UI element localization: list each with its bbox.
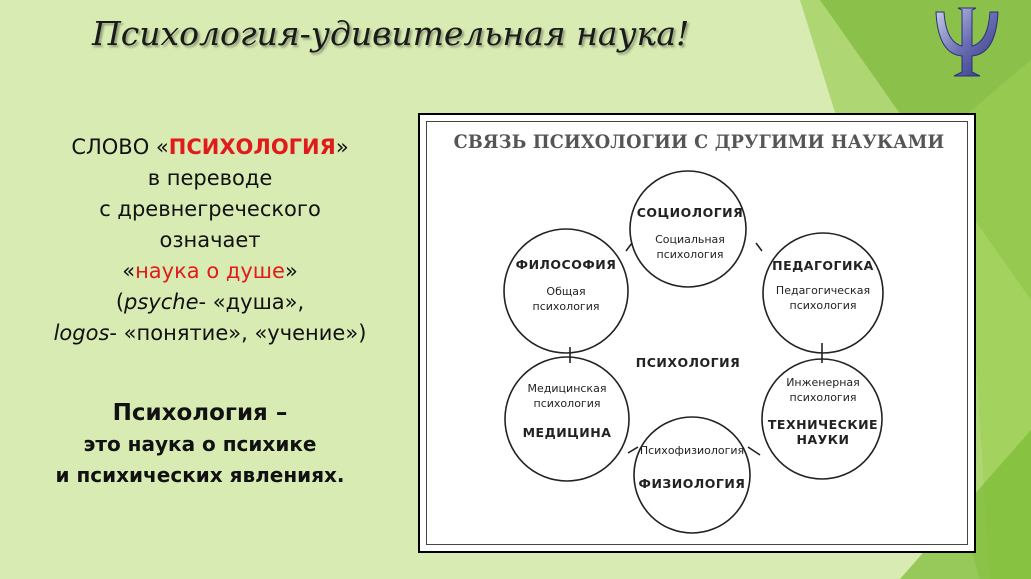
node-sub: психология — [533, 397, 601, 410]
node-head: МЕДИЦИНА — [522, 425, 612, 440]
node-sociology — [625, 205, 755, 262]
diagram-title: СВЯЗЬ ПСИХОЛОГИИ С ДРУГИМИ НАУКАМИ — [453, 131, 945, 153]
logos-line — [20, 318, 400, 349]
node-head-2: НАУКИ — [796, 432, 850, 447]
slide-title: Психология-удивительная наука! — [92, 14, 690, 53]
psyche-line — [20, 287, 400, 318]
word-prefix: СЛОВО « — [71, 135, 169, 159]
node-sub: Педагогическая — [775, 284, 871, 297]
node-sub: Социальная — [655, 233, 725, 246]
psyche-rest: - «душа», — [198, 290, 305, 314]
node-head: СОЦИОЛОГИЯ — [636, 205, 744, 220]
translation-line: в переводе — [147, 166, 273, 190]
node-sub: психология — [789, 391, 857, 404]
center-label: ПСИХОЛОГИЯ — [635, 355, 741, 370]
node-physiology — [627, 443, 757, 491]
center-psychology — [618, 355, 758, 370]
meaning-line — [20, 256, 400, 287]
node-head: ПЕДАГОГИКА — [772, 258, 874, 273]
node-technical — [758, 375, 888, 447]
word-psychology: ПСИХОЛОГИЯ — [168, 135, 336, 159]
definition-block — [20, 398, 380, 491]
logos-rest: - «понятие», «учение») — [109, 321, 367, 345]
means-line: означает — [159, 228, 261, 252]
node-sub: Общая — [546, 285, 586, 298]
meaning-open: « — [122, 259, 136, 283]
psyche-word: psyche — [124, 290, 199, 314]
psi-logo-icon — [930, 2, 1004, 82]
node-sub: Инженерная — [786, 376, 860, 389]
word-suffix: » — [335, 135, 349, 159]
origin-line: с древнегреческого — [99, 197, 321, 221]
word-line — [20, 132, 400, 163]
node-sub: Медицинская — [527, 382, 607, 395]
sciences-diagram — [418, 113, 976, 553]
definition-term: Психология – — [112, 400, 288, 426]
meaning-close: » — [284, 259, 298, 283]
node-head: ФИЗИОЛОГИЯ — [638, 476, 746, 491]
definition-line-2: это наука о психике — [83, 432, 317, 456]
node-sub: психология — [789, 299, 857, 312]
node-pedagogy — [758, 258, 888, 313]
definition-line-3: и психических явлениях. — [55, 463, 345, 487]
node-head: ФИЛОСОФИЯ — [515, 257, 617, 272]
node-sub: психология — [532, 300, 600, 313]
node-philosophy — [501, 257, 631, 314]
node-head: ТЕХНИЧЕСКИЕ — [767, 417, 879, 432]
meaning-text: наука о душе — [135, 259, 285, 283]
translation-text — [20, 132, 400, 349]
node-sub: Психофизиология — [639, 444, 745, 457]
psyche-open: ( — [115, 290, 125, 314]
logos-word: logos — [53, 321, 110, 345]
node-medicine — [502, 381, 632, 440]
node-sub: психология — [656, 248, 724, 261]
